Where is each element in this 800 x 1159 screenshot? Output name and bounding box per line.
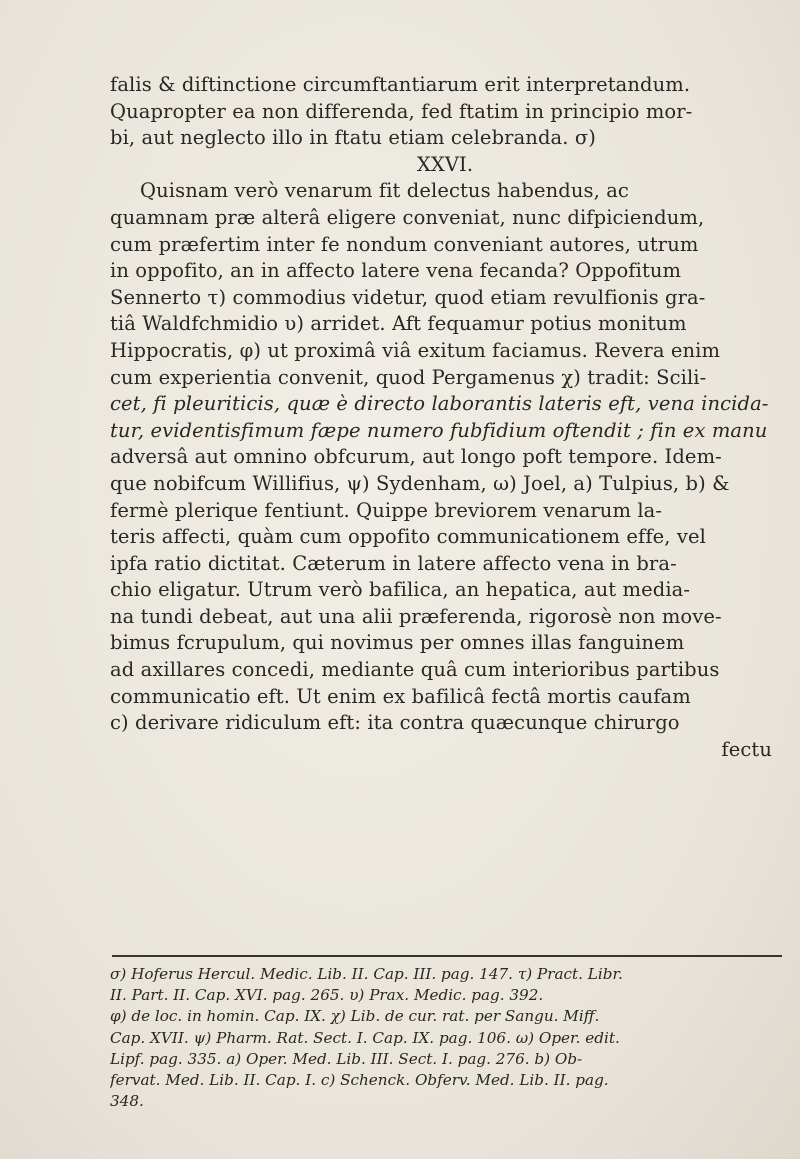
body-line: falis & diftinctione circumftantiarum erit interpretandum. (110, 73, 691, 96)
body-line: tur, evidentisfimum fæpe numero fubfidium oftendit ; fin ex manu (110, 418, 768, 442)
body-line: na tundi debeat, aut una alii præferenda, rigorosè non move- (110, 604, 722, 628)
body-line: Quapropter ea non differenda, fed ftatim in principio mor- (110, 99, 693, 123)
body-line: c) derivare ridiculum eft: ita contra quæcunque chirurgo (110, 711, 680, 735)
body-line: cum præfertim inter fe nondum conveniant autores, utrum (110, 232, 699, 256)
footnote-line: Lipf. pag. 335. a) Oper. Med. Lib. III. Sect. I. pag. 276. b) Ob- (110, 1049, 583, 1068)
body-line: in oppofito, an in affecto latere vena fecanda? Oppofitum (110, 259, 682, 283)
footnote-line: fervat. Med. Lib. II. Cap. I. c) Schenck. Obferv. Med. Lib. II. pag. (110, 1071, 609, 1090)
body-line: quamnam præ alterâ eligere conveniat, nunc difpiciendum, (110, 205, 705, 229)
body-line: bimus fcrupulum, qui novimus per omnes illas fanguinem (110, 631, 685, 655)
body-line: que nobifcum Willifius, ψ) Sydenham, ω) Joel, a) Tulpius, b) & (110, 471, 730, 495)
footnote-line: φ) de loc. in homin. Cap. IX. χ) Lib. de cur. rat. per Sangu. Miff. (110, 1007, 600, 1026)
body-line: communicatio eft. Ut enim ex bafilicâ fectâ mortis caufam (110, 684, 691, 708)
body-line: ipfa ratio dictitat. Cæterum in latere affecto vena in bra- (110, 551, 677, 575)
body-text (110, 72, 780, 763)
body-line: adversâ aut omnino obfcurum, aut longo poft tempore. Idem- (110, 445, 722, 469)
body-line: Quisnam verò venarum fit delectus habendus, ac (140, 179, 629, 203)
footnote-line: σ) Hoferus Hercul. Medic. Lib. II. Cap. III. pag. 147. τ) Pract. Libr. (110, 965, 623, 983)
footnote-line: 348. (110, 1092, 144, 1111)
body-line: Hippocratis, φ) ut proximâ viâ exitum faciamus. Revera enim (110, 338, 721, 362)
body-line: ad axillares concedi, mediante quâ cum interioribus partibus (110, 658, 720, 682)
body-line: bi, aut neglecto illo in ftatu etiam celebranda. σ) (110, 126, 596, 150)
footnote-divider (112, 955, 782, 957)
body-line: Sennerto τ) commodius videtur, quod etiam revulfionis gra- (110, 285, 706, 309)
footnote-line: II. Part. II. Cap. XVI. pag. 265. υ) Prax. Medic. pag. 392. (110, 986, 544, 1005)
body-line: teris affecti, quàm cum oppofito communicationem effe, vel (110, 525, 706, 549)
body-line: cum experientia convenit, quod Pergamenus χ) tradit: Scili- (110, 365, 707, 389)
footnote-line: Cap. XVII. ψ) Pharm. Rat. Sect. I. Cap. IX. pag. 106. ω) Oper. edit. (110, 1028, 620, 1047)
section-number: XXVI. (416, 152, 474, 176)
body-line: fermè plerique fentiunt. Quippe breviorem venarum la- (110, 498, 663, 522)
footnotes (110, 964, 790, 1112)
body-line: tiâ Waldfchmidio υ) arridet. Aft fequamur potius monitum (110, 312, 687, 336)
catchword: fectu (721, 737, 772, 761)
body-line: chio eligatur. Utrum verò bafilica, an hepatica, aut media- (110, 578, 691, 602)
body-line: cet, fi pleuriticis, quæ è directo laborantis lateris eft, vena incida- (110, 392, 769, 416)
